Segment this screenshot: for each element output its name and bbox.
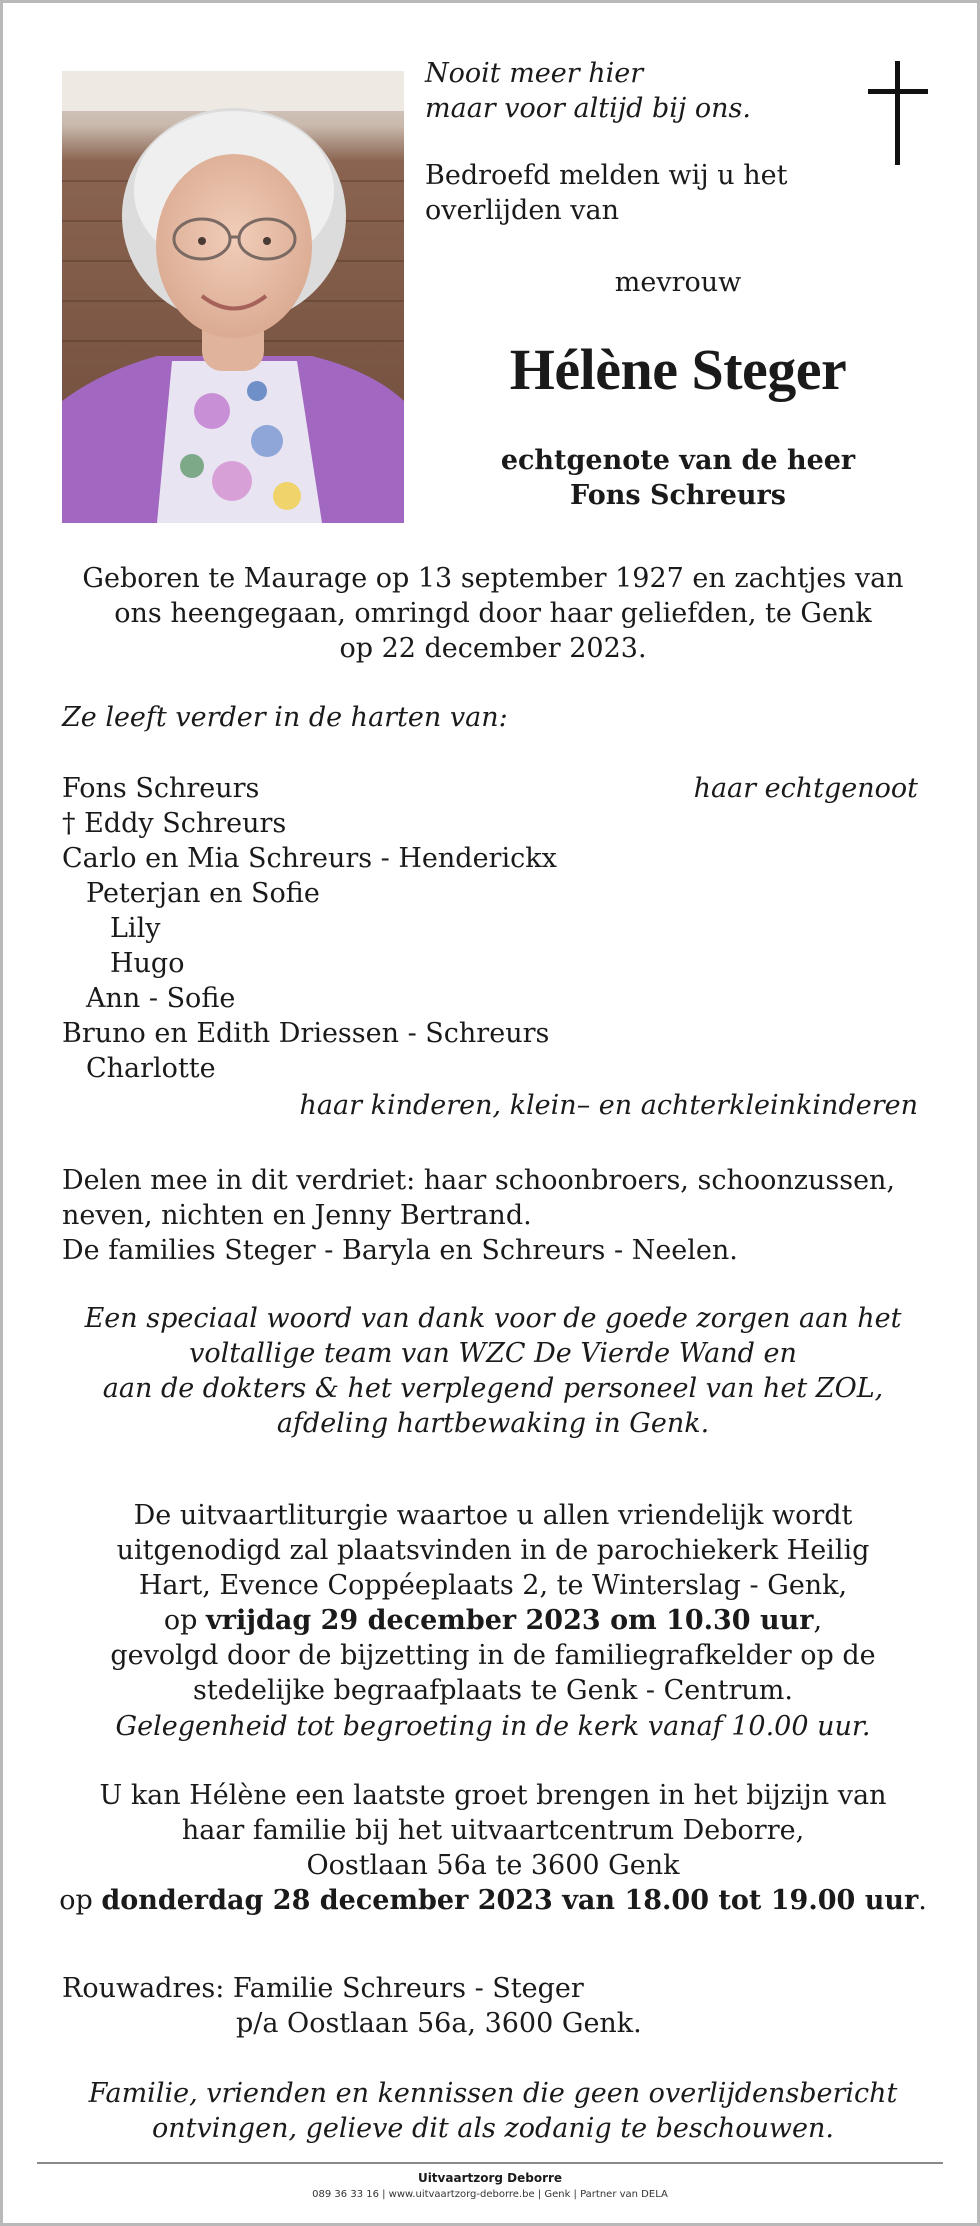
share-line-2: neven, nichten en Jenny Bertrand. [62,1200,532,1231]
birth-line-1: Geboren te Maurage op 13 september 1927 en zachtjes van [82,563,904,594]
motto-line-2: maar voor altijd bij ons. [425,93,751,124]
spouse-name: Fons Schreurs [62,773,260,804]
children-role: haar kinderen, klein– en achterkleinkinderen [299,1090,918,1121]
birth-line-2: ons heengegaan, omringd door haar geliefden, te Genk [114,598,872,629]
latin-cross-icon [868,61,928,165]
address-label: Rouwadres: Familie Schreurs - Steger [62,1973,584,2004]
farewell-date-suffix: . [918,1885,927,1916]
greeting-line: Gelegenheid tot begroeting in de kerk vanaf 10.00 uur. [115,1711,871,1742]
family-member: † Eddy Schreurs [62,808,287,839]
footer-company: Uitvaartzorg Deborre [417,2171,563,2185]
family-member: Lily [110,913,161,944]
funeral-date-line [43,1603,943,1638]
farewell-date-prefix: op [59,1885,102,1916]
farewell-line-2: haar familie bij het uitvaartcentrum Deborre, [181,1815,805,1846]
thanks-line-1: Een speciaal woord van dank voor de goede zorgen aan het [84,1303,902,1334]
family-member: Peterjan en Sofie [86,878,320,909]
announce-line-1: Bedroefd melden wij u het [425,160,788,191]
footer-contact: 089 36 33 16 | www.uitvaartzorg-deborre.be | Genk | Partner van DELA [312,2189,668,2200]
footer-divider [37,2162,943,2164]
thanks-line-3: aan de dokters & het verplegend personeel van het ZOL, [102,1373,884,1404]
honorific: mevrouw [614,267,742,298]
lives-on-heading: Ze leeft verder in de harten van: [62,702,508,733]
portrait-photo [62,71,404,523]
family-member: Ann - Sofie [86,983,236,1014]
spouse-line-1: echtgenote van de heer [500,445,856,476]
funeral-date: vrijdag 29 december 2023 om 10.30 uur [206,1605,814,1636]
funeral-date-prefix: op [163,1605,207,1636]
share-line-3: De families Steger - Baryla en Schreurs - Neelen. [62,1235,738,1266]
funeral-line-1: De uitvaartliturgie waartoe u allen vriendelijk wordt [133,1500,853,1531]
burial-line-1: gevolgd door de bijzetting in de familiegrafkelder op de [110,1640,876,1671]
funeral-date-suffix: , [813,1605,823,1636]
closing-line-1: Familie, vrienden en kennissen die geen overlijdensbericht [88,2078,898,2109]
family-member: Hugo [110,948,185,979]
spouse-role: haar echtgenoot [693,773,918,804]
thanks-line-4: afdeling hartbewaking in Genk. [276,1408,710,1439]
closing-line-2: ontvingen, gelieve dit als zodanig te beschouwen. [152,2113,834,2144]
family-member: Charlotte [86,1053,216,1084]
farewell-line-3: Oostlaan 56a te 3600 Genk [306,1850,680,1881]
funeral-line-3: Hart, Evence Coppéeplaats 2, te Winterslag - Genk, [138,1570,848,1601]
farewell-line-1: U kan Hélène een laatste groet brengen in het bijzijn van [99,1780,887,1811]
family-member: Carlo en Mia Schreurs - Henderickx [62,843,557,874]
family-member: Bruno en Edith Driessen - Schreurs [62,1018,550,1049]
share-line-1: Delen mee in dit verdriet: haar schoonbroers, schoonzussen, [62,1165,896,1196]
birth-line-3: op 22 december 2023. [339,633,647,664]
motto-line-1: Nooit meer hier [425,58,644,89]
announce-line-2: overlijden van [425,195,620,226]
deceased-name: Hélène Steger [509,337,847,402]
address-street: p/a Oostlaan 56a, 3600 Genk. [236,2008,642,2039]
farewell-date: donderdag 28 december 2023 van 18.00 tot 19.00 uur [101,1885,919,1916]
funeral-line-2: uitgenodigd zal plaatsvinden in de parochiekerk Heilig [116,1535,870,1566]
spouse-line-2: Fons Schreurs [570,480,786,511]
farewell-date-line [43,1883,943,1918]
burial-line-2: stedelijke begraafplaats te Genk - Centrum. [193,1675,793,1706]
thanks-line-2: voltallige team van WZC De Vierde Wand en [189,1338,797,1369]
